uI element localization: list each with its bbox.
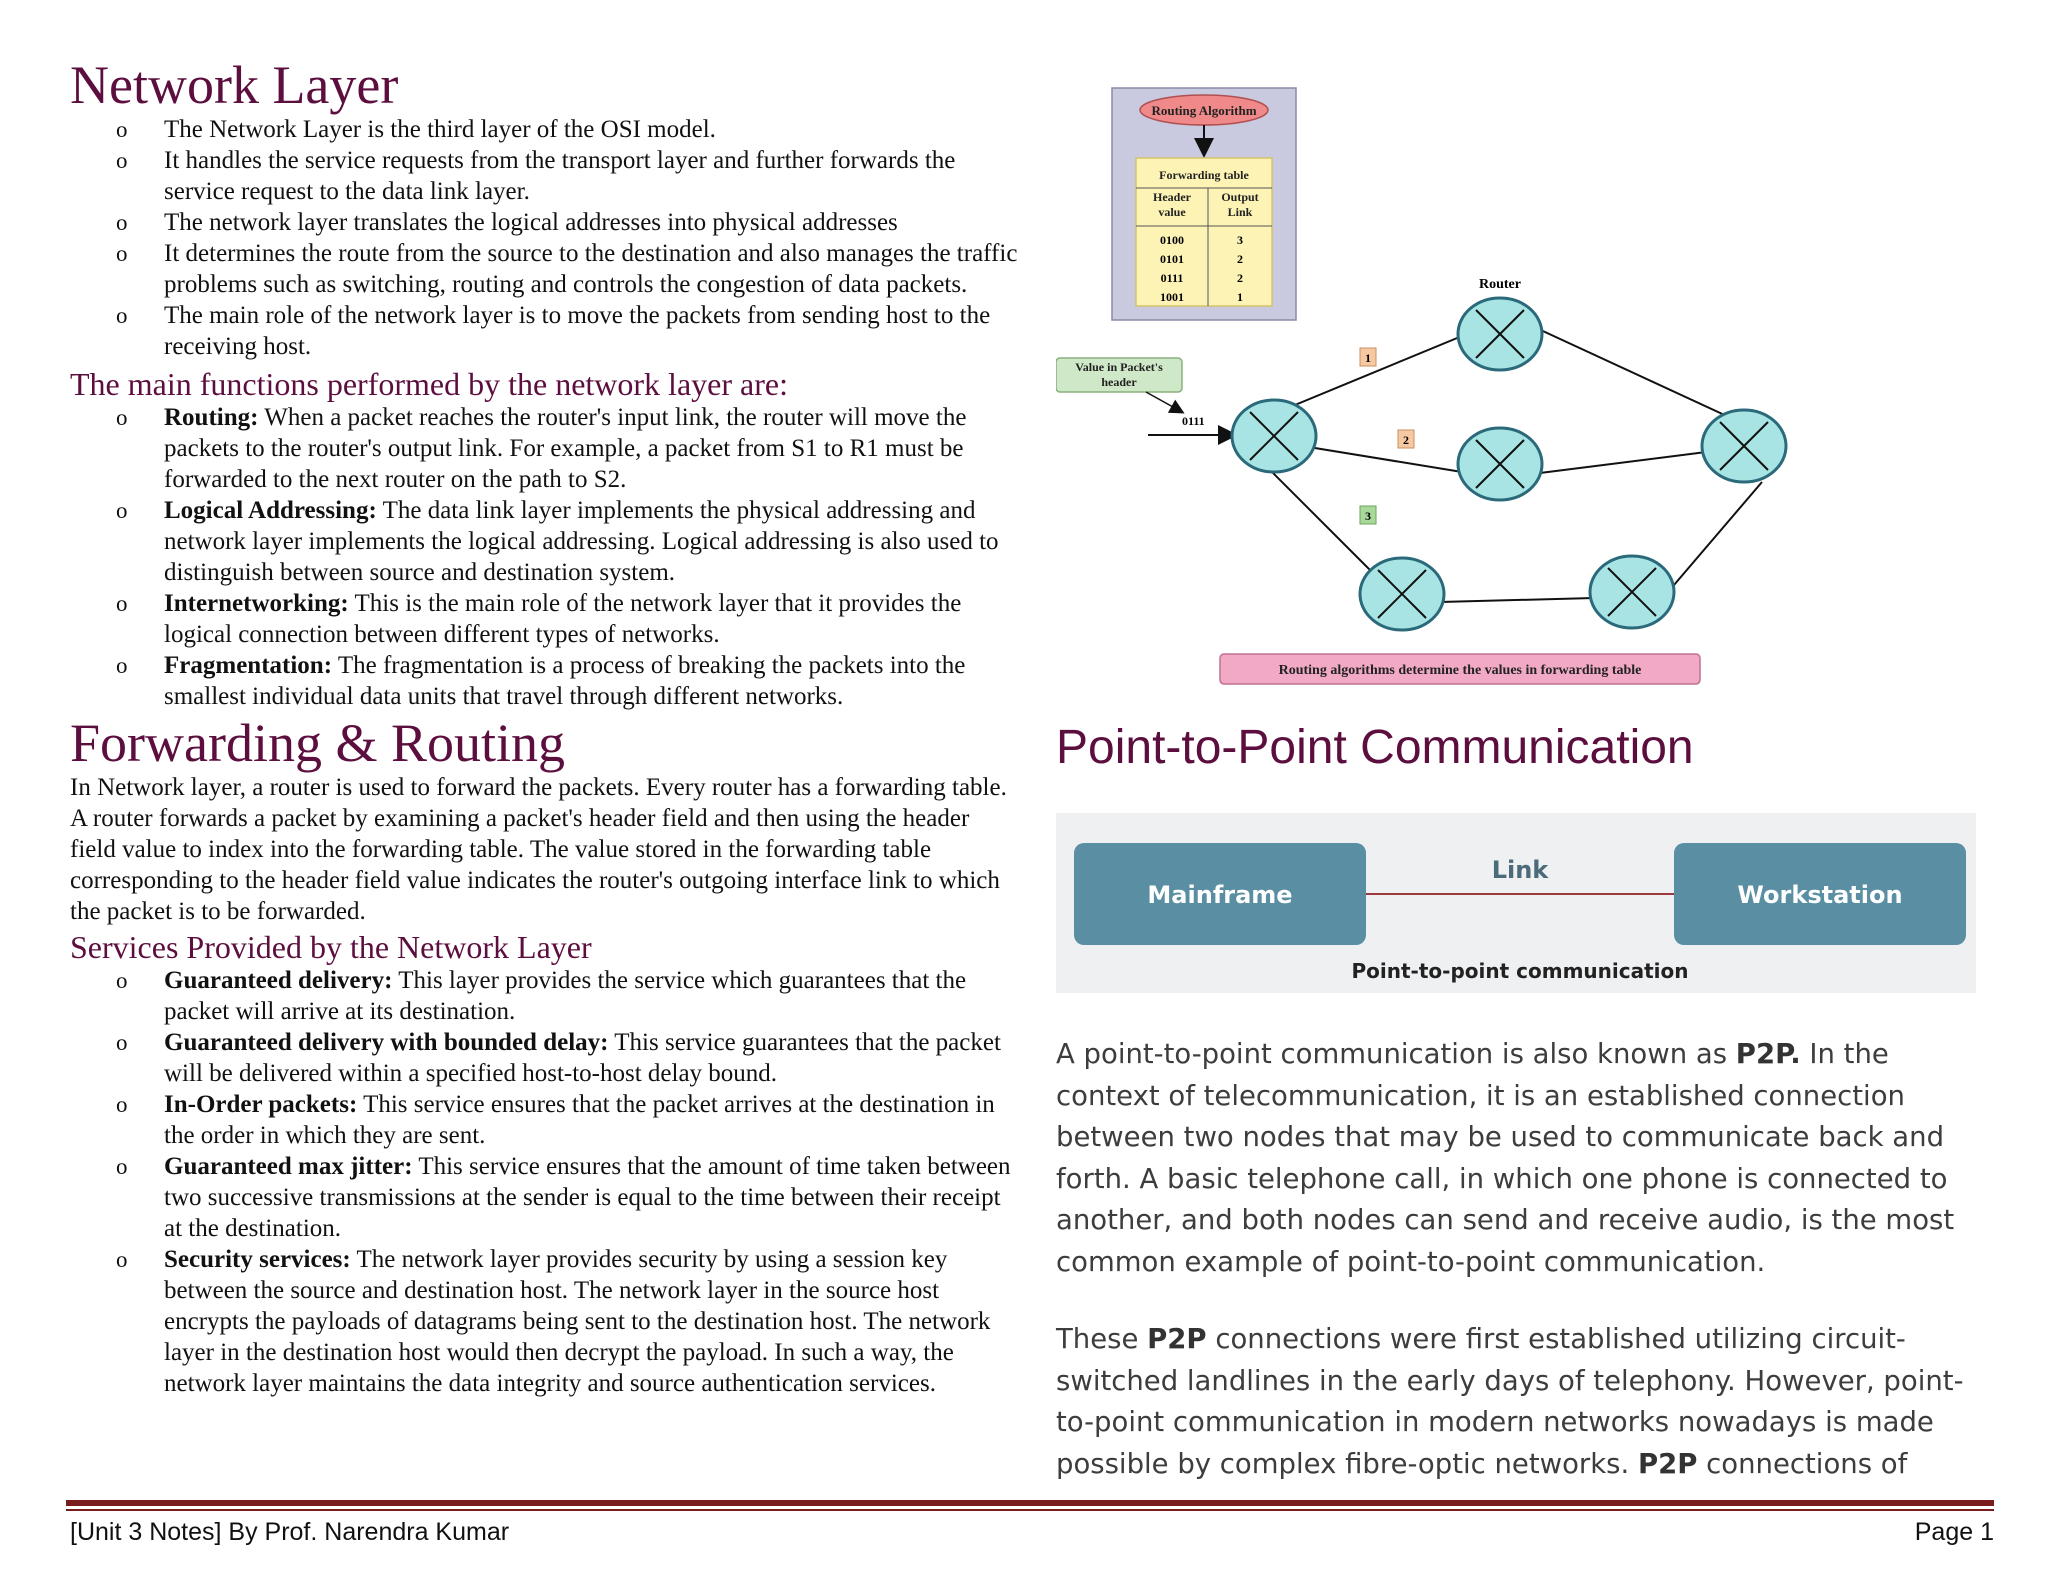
- diagram-caption: Routing algorithms determine the values in forwarding table: [1278, 663, 1642, 678]
- list-item: o The network layer translates the logical addresses into physical addresses: [70, 207, 1020, 238]
- services-list: [70, 965, 1020, 1399]
- text: connections were first established utilizing circuit-switched landlines in the early days of telephony. However, point-to-point communication in modern networks nowadays is made possible by complex fibre-optic networks.: [1056, 1323, 1964, 1480]
- col-header-value: Header value: [1153, 190, 1191, 219]
- desc: This layer provides the service which guarantees that the packet will arrive at its destination.: [164, 967, 967, 1025]
- router-label: Router: [1479, 277, 1521, 292]
- text: In the context of telecommunication, it is an established connection between two nodes that may be used to communicate back and forth. A basic telephone call, in which one phone is connected to another, and both nodes can send and receive audio, is the most common example of point-to-point communication.: [1056, 1038, 1955, 1278]
- list-item: [70, 402, 1020, 495]
- link-line: [1532, 450, 1722, 474]
- link-label: Link: [1491, 856, 1549, 884]
- term: Fragmentation:: [164, 652, 333, 679]
- term: Logical Addressing:: [164, 497, 377, 524]
- p2p-paragraph-1: [1056, 1034, 1976, 1283]
- footer-author: [Unit 3 Notes] By Prof. Narendra Kumar: [70, 1518, 510, 1546]
- table-cell: 2: [1237, 271, 1243, 285]
- table-cell: 0101: [1160, 252, 1184, 266]
- router-icon: [1360, 558, 1444, 630]
- desc: The fragmentation is a process of breaking the packets into the smallest individual data units that travel through different networks.: [164, 652, 966, 710]
- forwarding-paragraph: In Network layer, a router is used to forward the packets. Every router has a forwarding table. A router forwards a packet by examining a packet's header field and then using the header field value to index into the forwarding table. The value stored in the forwarding table corresponding to the header field value indicates the router's outgoing interface link to which the packet is to be forwarded.: [70, 774, 1007, 925]
- link-label-2: 2: [1403, 433, 1409, 447]
- desc: This service ensures that the packet arrives at the destination in the order in which they are sent.: [164, 1091, 995, 1149]
- term: Security services:: [164, 1246, 351, 1273]
- text: connections of: [1697, 1447, 1908, 1480]
- desc: This service ensures that the amount of time taken between two successive transmissions at the sender is equal to the time between their receipt at the destination.: [164, 1153, 1011, 1242]
- link-line: [1532, 326, 1744, 424]
- list-item: [70, 965, 1020, 1027]
- list-item: o The Network Layer is the third layer of the OSI model.: [70, 114, 1020, 145]
- p2p-heading: Point-to-Point Communication: [1056, 721, 1694, 774]
- table-cell: 0100: [1160, 233, 1184, 247]
- router-icon: [1702, 410, 1786, 482]
- list-item: o It determines the route from the source to the destination and also manages the traffic problems such as switching, routing and controls the congestion of data packets.: [70, 238, 1020, 300]
- p2p-diagram: [1056, 813, 1976, 993]
- desc: The data link layer implements the physical addressing and network layer implements the logical addressing. Logical addressing is also used to distinguish between source and destination system.: [164, 497, 999, 586]
- workstation-label: Workstation: [1737, 881, 1903, 909]
- routing-diagram: [1056, 82, 1976, 692]
- forwarding-heading: Forwarding & Routing: [70, 713, 565, 773]
- p2p-figure: [1056, 813, 1976, 993]
- term: Guaranteed delivery with bounded delay:: [164, 1029, 609, 1056]
- text: These: [1056, 1323, 1148, 1355]
- table-cell: 1001: [1160, 290, 1184, 304]
- link-label-1: 1: [1365, 351, 1371, 365]
- list-item: [70, 1027, 1020, 1089]
- table-cell: 1: [1237, 290, 1243, 304]
- term: In-Order packets:: [164, 1091, 358, 1118]
- packet-arrow: [1146, 392, 1182, 412]
- bold-term: P2P: [1637, 1447, 1698, 1480]
- p2p-caption: Point-to-point communication: [1351, 959, 1689, 983]
- text: A point-to-point communication is also known as: [1056, 1038, 1736, 1070]
- desc: When a packet reaches the router's input link, the router will move the packets to the router's output link. For example, a packet from S1 to R1 must be forwarded to the next router on the path to S2.: [164, 404, 967, 493]
- functions-heading: The main functions performed by the network layer are:: [70, 366, 788, 402]
- network-layer-list: [70, 114, 1020, 362]
- list-item: [70, 588, 1020, 650]
- term: Guaranteed max jitter:: [164, 1153, 413, 1180]
- link-line: [1440, 598, 1594, 602]
- term: Guaranteed delivery:: [164, 967, 393, 994]
- table-title: Forwarding table: [1159, 168, 1249, 182]
- algorithm-label: Routing Algorithm: [1151, 103, 1257, 118]
- functions-list: [70, 402, 1020, 712]
- list-item: o It handles the service requests from the transport layer and further forwards the service request to the data link layer.: [70, 145, 1020, 207]
- term: Internetworking:: [164, 590, 349, 617]
- router-icon: [1590, 556, 1674, 628]
- list-item: [70, 1089, 1020, 1151]
- list-item: o The main role of the network layer is to move the packets from sending host to the receiving host.: [70, 300, 1020, 362]
- router-icon: [1232, 400, 1316, 472]
- table-cell: 0111: [1160, 271, 1184, 285]
- page-number: Page 1: [1914, 1518, 1994, 1546]
- footer-rule: [66, 1500, 1994, 1511]
- link-label-3: 3: [1365, 509, 1371, 523]
- table-cell: 2: [1237, 252, 1243, 266]
- services-heading: Services Provided by the Network Layer: [70, 929, 592, 965]
- desc: This is the main role of the network layer that it provides the logical connection between different types of networks.: [164, 590, 962, 648]
- table-cell: 3: [1237, 233, 1243, 247]
- list-item: [70, 650, 1020, 712]
- bold-term: P2P: [1147, 1323, 1207, 1355]
- link-line: [1278, 336, 1462, 412]
- network-layer-heading: Network Layer: [70, 55, 399, 115]
- list-item: [70, 495, 1020, 588]
- link-line: [1668, 482, 1762, 592]
- list-item: [70, 1151, 1020, 1244]
- router-icon: [1458, 298, 1542, 370]
- left-column: [70, 56, 1020, 1399]
- term: Routing:: [164, 404, 259, 431]
- packet-value: 0111: [1182, 414, 1205, 428]
- desc: This service guarantees that the packet will be delivered within a specified host-to-host delay bound.: [164, 1029, 1001, 1087]
- col-header-link: Output Link: [1221, 190, 1259, 219]
- mainframe-label: Mainframe: [1147, 881, 1293, 909]
- packet-label: Value in Packet's header: [1075, 360, 1163, 389]
- desc: The network layer provides security by using a session key between the source and destination host. The network layer in the source host encrypts the payloads of datagrams being sent to the destination host. The network layer in the destination host would then decrypt the payload. In such a way, the network layer maintains the data integrity and source authentication services.: [164, 1246, 991, 1397]
- p2p-paragraph-2: [1056, 1319, 1976, 1485]
- bold-term: P2P.: [1735, 1038, 1801, 1070]
- p2p-body: [1056, 1034, 1976, 1521]
- router-icon: [1458, 428, 1542, 500]
- list-item: [70, 1244, 1020, 1399]
